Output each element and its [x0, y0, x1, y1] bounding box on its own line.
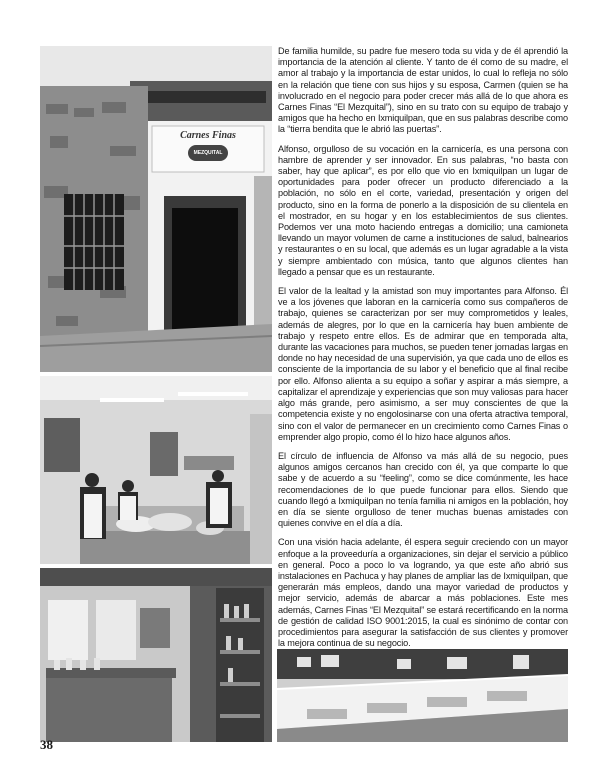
article-paragraph: Alfonso, orgulloso de su vocación en la carnicería, es una persona con hambre de aprender y ser innovador. En sus palabras, “no basta con saber, hay que aplicar”, es por ello que vio en Ixmiquilpan un lugar de oportunidades para poder ofrecer un producto diferenciado a la población, no sólo en el corte, variedad, presentación y origen del producto, sino en la forma de ponerlo a la disposición de su clientela en el mostrador, en su hogar y en los establecimientos de sus clientes. Podemos ver una moto haciendo entregas a domicilio; una camioneta llevando un mayor volumen de carne a instituciones de salud, balnearios y restaurantes o en su local, que además es un lugar agradable a la vista y siempre ambientado con música, tanto que algunos clientes han llegado a pensar que es un restaurante. — [278, 143, 568, 277]
store-sign-title: Carnes Finas — [180, 130, 236, 141]
storefront-photo — [40, 46, 272, 372]
page-number: 38 — [40, 737, 53, 752]
article-paragraph: El valor de la lealtad y la amistad son muy importantes para Alfonso. Él ve a los jóvenes que laboran en la carnicería como sus compañeros de trabajo, quienes se caracterizan por ser muy comprometidos y leales, además de alegres, por lo que en la carnicería hay buen ambiente de trabajo y respeto entre ellos. Es de admirar que en temporada alta, durante las vacaciones para muchos, se pueden tener jornadas largas en donde no hay necesidad de una supervisión, ya que cada uno de ellos es consciente de la importancia de su labor y el beneficio que al final recibe por ello. Alfonso alienta a su equipo a soñar y aspirar a más siempre, a capitalizar el aprendizaje y experiencias que son muy valiosas para hacer algo más grande, pero asimismo, a ser muy conscientes de que la competencia existe y no engolosinarse con una oferta atractiva temporal, sino con el valor de permanecer en un crecimiento como Carnes Finas o emprender algo propio, como él lo hizo hace algunos años. — [278, 286, 568, 442]
display-counter-photo — [277, 649, 568, 742]
shop-interior-photo — [40, 568, 272, 742]
store-sign-logo: MEZQUITAL — [188, 145, 229, 161]
article-paragraph: De familia humilde, su padre fue mesero toda su vida y de él aprendió la importancia de la atención al cliente. Y tanto de él como de su madre, el amor al trabajo y la importancia de estar unidos, lo cual lo refleja no sólo en la relación que tiene con sus hijos y su esposa, Carmen (quien se ha involucrado en el negocio para poder crecer más allá de lo que ahora es Carnes Finas “El Mezquital”), sino en su trato con su equipo de trabajo y amigos que ha hecho en Ixmiquilpan, que en sus palabras describe como la “tierra bendita que le abrió las puertas”. — [278, 46, 568, 135]
article-paragraph: El círculo de influencia de Alfonso va más allá de su negocio, pues algunos amigos cercanos han crecido con él, ya que comparte lo que sabe y de acuerdo a su “feeling”, como se dice comúnmente, les hace recomendaciones de lo que puede funcionar para ellos. Siendo que cuando llegó a Ixmiquilpan no tenía familia ni amigos en la población, hoy en día se siente orgulloso de tener muchas buenas amistades con quienes convive en el día a día. — [278, 450, 568, 529]
butcher-workroom-photo — [40, 376, 272, 564]
article-paragraph: Con una visión hacia adelante, él espera seguir creciendo con un mayor enfoque a la proveeduría a organizaciones, sin dejar el servicio a público en general. Poco a poco lo va logrando, ya que este año abrió sus instalaciones en Pachuca y hay planes de ampliar las de Ixmiquilpan, que generarán más empleos, dando una mayor variedad de productos y mejor servicio, además de abarcar a más poblaciones. Este mes además, Carnes Finas “El Mezquital” se estará recertificando en la norma de gestión de calidad ISO 9001:2015, la cual es sinónimo de contar con procedimientos para asegurar la satisfacción de sus clientes y promover la mejora continua de su negocio. — [278, 537, 568, 649]
store-sign — [152, 130, 264, 161]
article-body — [278, 46, 568, 657]
